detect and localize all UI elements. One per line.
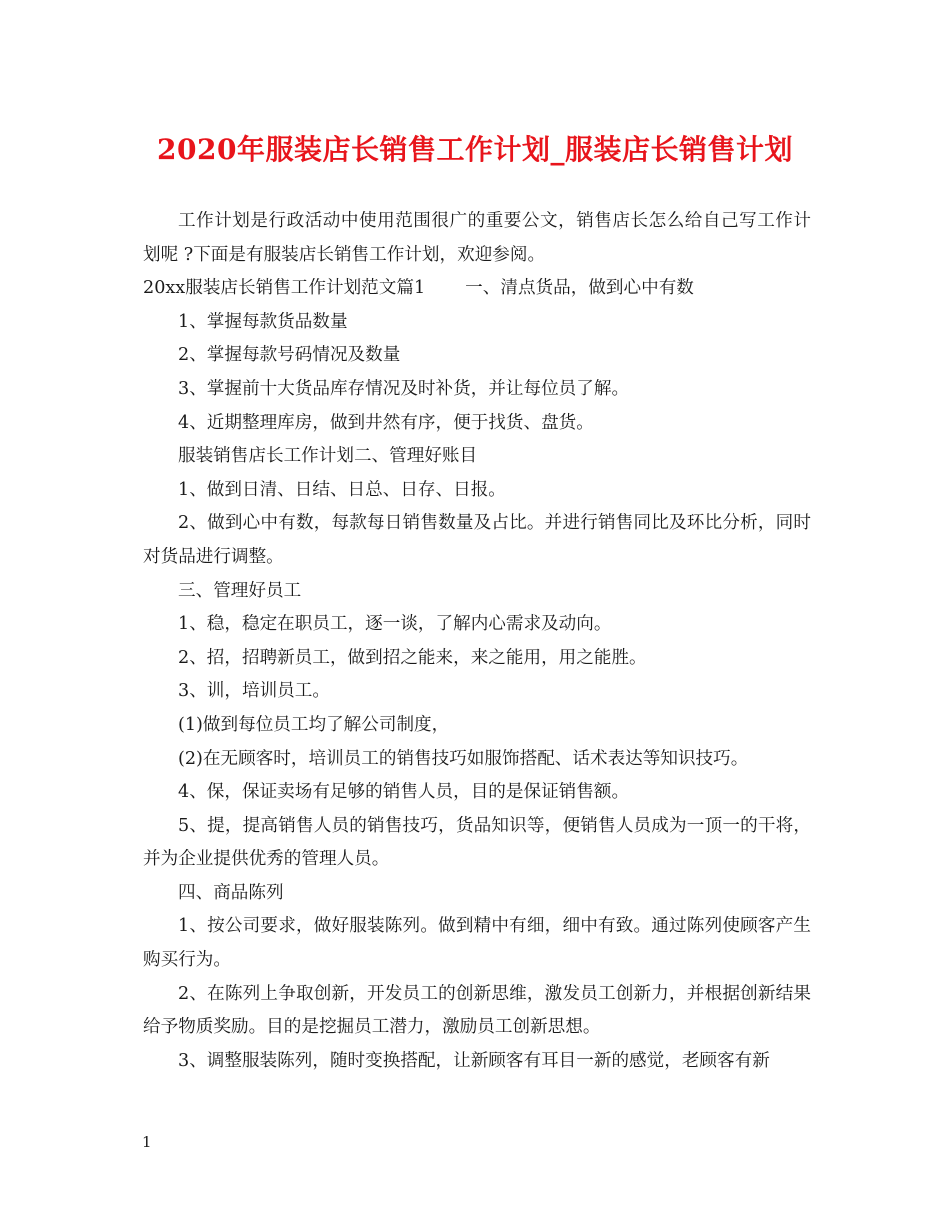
document-body xyxy=(143,205,811,1078)
paragraph: 5、提，提高销售人员的销售技巧，货品知识等，便销售人员成为一顶一的干将，并为企业提供优秀的管理人员。 xyxy=(143,815,811,870)
paragraph: (2)在无顾客时，培训员工的销售技巧如服饰搭配、话术表达等知识技巧。 xyxy=(178,748,749,769)
paragraph-intro: 工作计划是行政活动中使用范围很广的重要公文，销售店长怎么给自己写工作计划呢 ?下面是有服装店长销售工作计划，欢迎参阅。 xyxy=(143,211,811,265)
paragraph: 3、调整服装陈列，随时变换搭配，让新顾客有耳目一新的感觉，老顾客有新 xyxy=(178,1050,770,1071)
heading-line-left: 20xx服装店长销售工作计划范文篇1 xyxy=(143,278,426,299)
heading-line xyxy=(143,272,811,306)
section-heading: 服装销售店长工作计划二、管理好账目 xyxy=(178,446,478,467)
paragraph: 4、近期整理库房，做到井然有序，便于找货、盘货。 xyxy=(178,412,594,433)
paragraph: (1)做到每位员工均了解公司制度， xyxy=(178,714,450,735)
paragraph: 2、在陈列上争取创新，开发员工的创新思维，激发员工创新力，并根据创新结果给予物质奖励。目的是挖掘员工潜力，激励员工创新思想。 xyxy=(143,983,811,1038)
section-heading: 三、管理好员工 xyxy=(178,580,302,601)
document-title: 2020年服装店长销售工作计划_服装店长销售计划 xyxy=(157,133,793,166)
heading-line-right: 一、清点货品，做到心中有数 xyxy=(465,278,694,299)
paragraph: 1、稳，稳定在职员工，逐一谈，了解内心需求及动向。 xyxy=(178,614,612,635)
paragraph: 3、掌握前十大货品库存情况及时补货，并让每位员了解。 xyxy=(178,378,630,399)
paragraph: 1、掌握每款货品数量 xyxy=(178,311,348,332)
paragraph: 2、招，招聘新员工，做到招之能来，来之能用，用之能胜。 xyxy=(178,647,647,668)
paragraph: 2、做到心中有数，每款每日销售数量及占比。并进行销售同比及环比分析，同时对货品进行调整。 xyxy=(143,513,811,567)
paragraph: 1、按公司要求，做好服装陈列。做到精中有细，细中有致。通过陈列使顾客产生购买行为。 xyxy=(143,916,811,971)
paragraph: 1、做到日清、日结、日总、日存、日报。 xyxy=(178,479,506,500)
page-number: 1 xyxy=(142,1133,152,1151)
section-heading: 四、商品陈列 xyxy=(178,882,284,903)
paragraph: 2、掌握每款号码情况及数量 xyxy=(178,345,401,366)
paragraph: 4、保，保证卖场有足够的销售人员，目的是保证销售额。 xyxy=(178,782,630,803)
paragraph: 3、训，培训员工。 xyxy=(178,681,330,702)
